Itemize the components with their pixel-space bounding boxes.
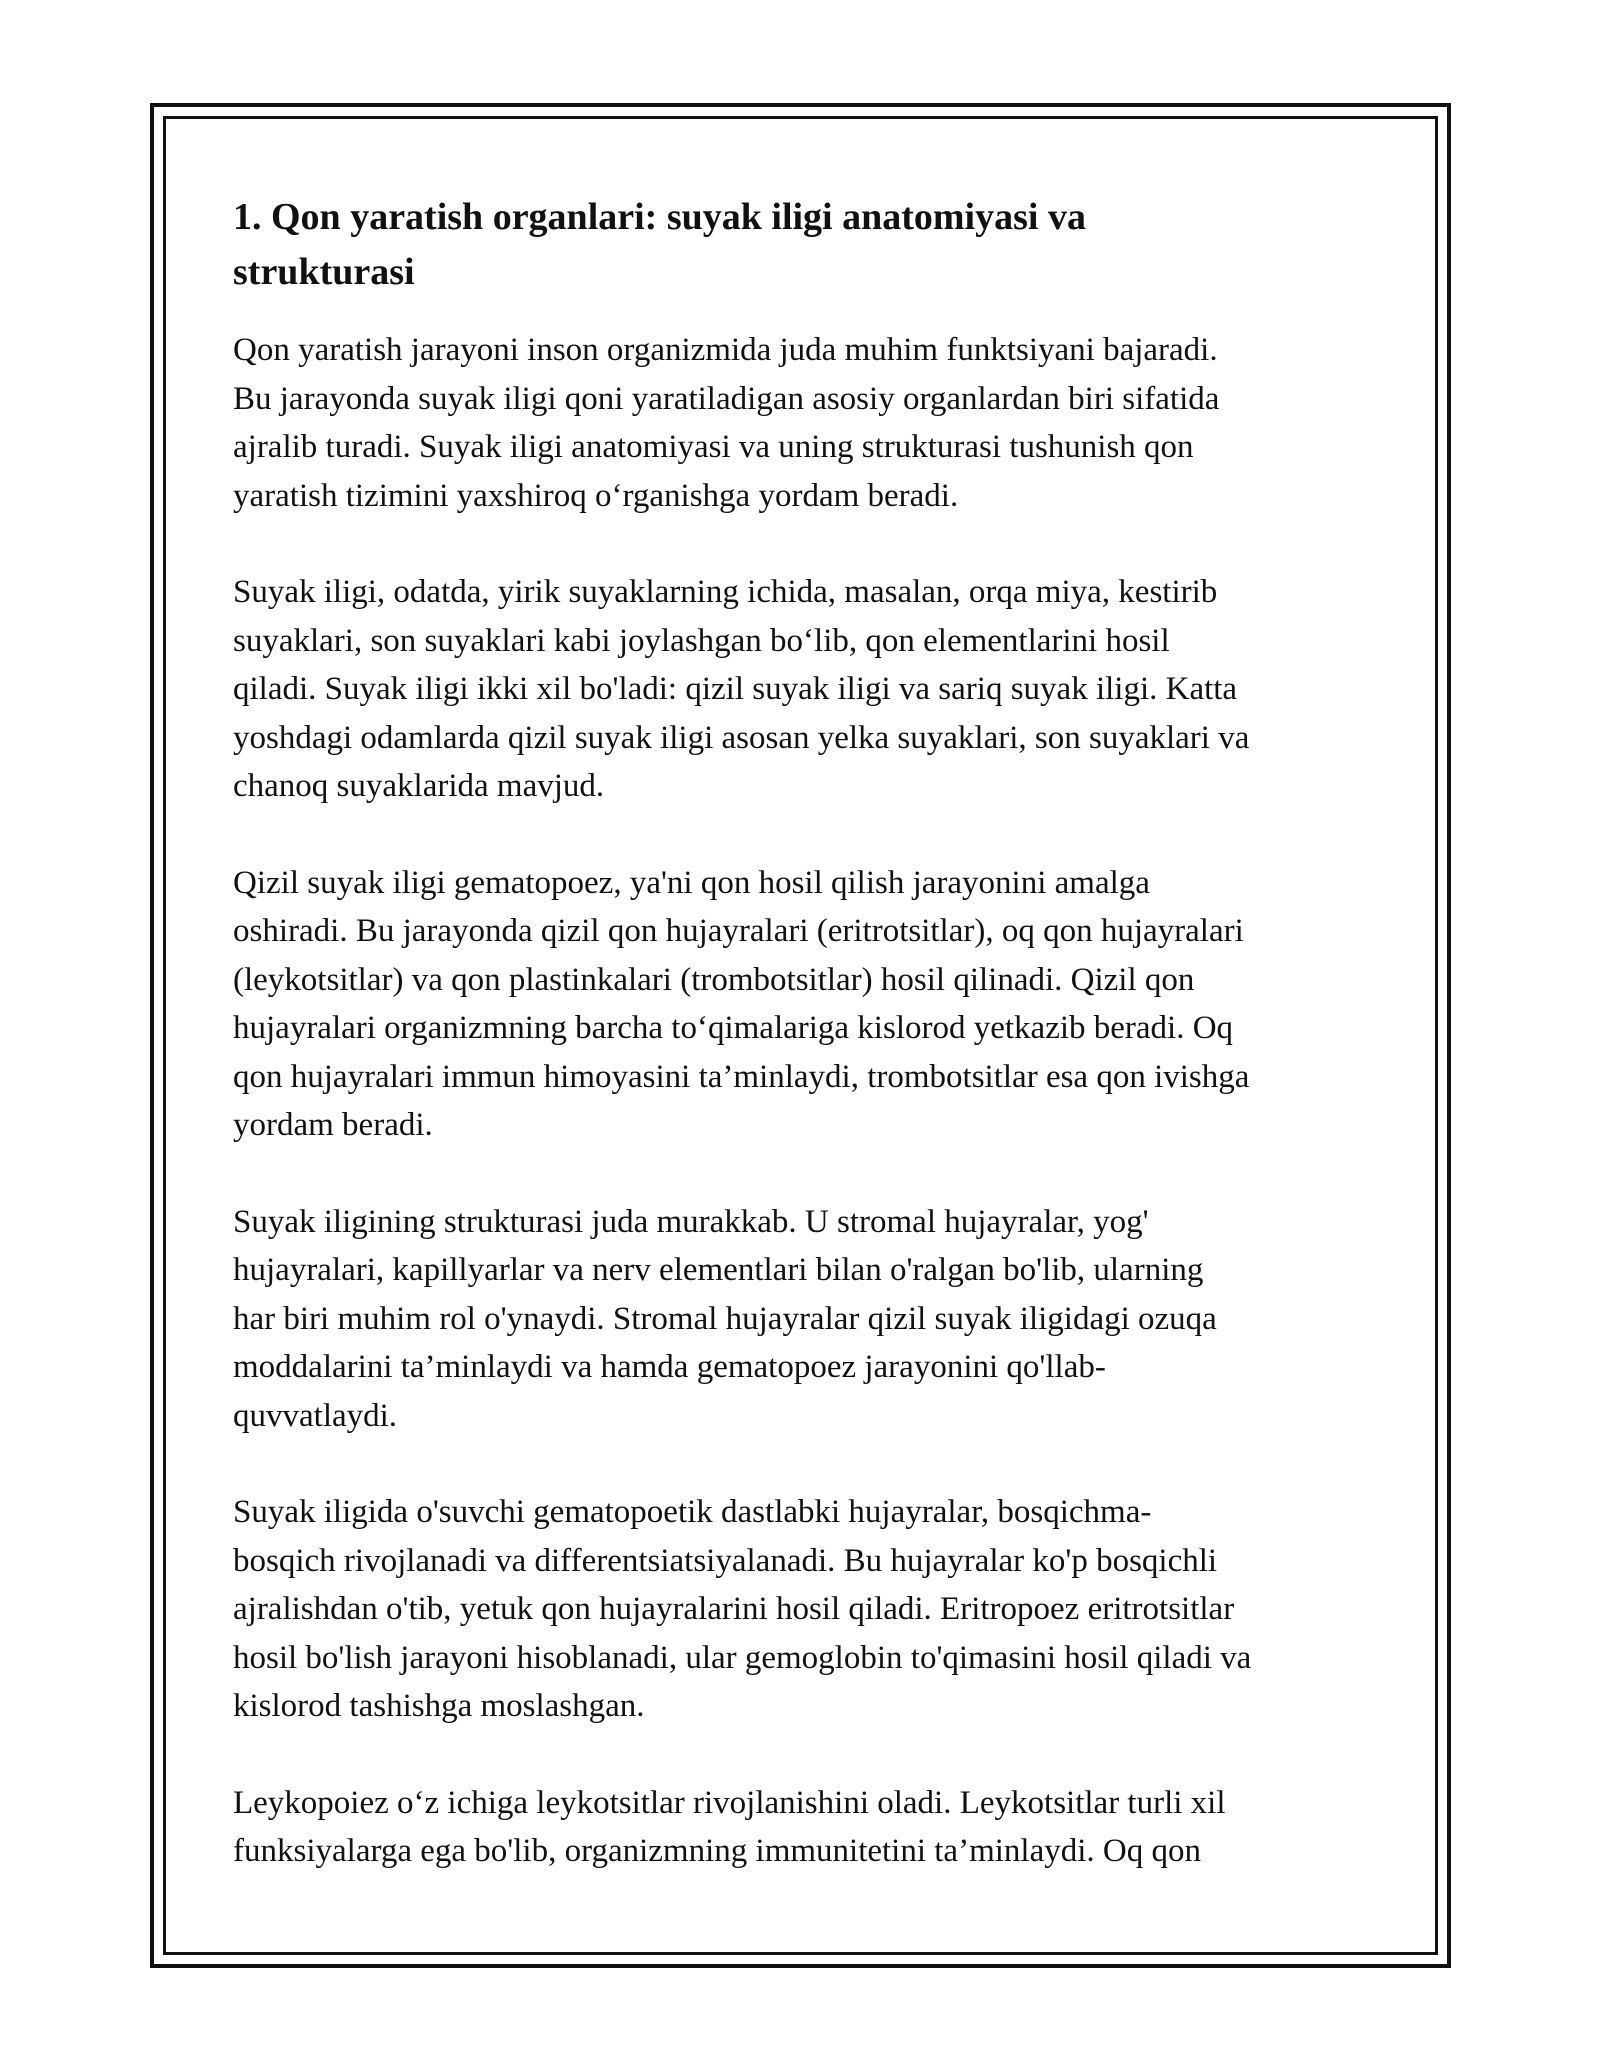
text-line: Qon yaratish jarayoni inson organizmida juda muhim funktsiyani bajaradi.	[233, 332, 1218, 368]
text-line: yordam beradi.	[233, 1107, 433, 1143]
text-line: hujayralari organizmning barcha to‘qimalariga kislorod yetkazib beradi. Oq	[233, 1010, 1234, 1046]
text-line: chanoq suyaklarida mavjud.	[233, 768, 605, 804]
paragraph-6	[233, 1779, 1383, 1876]
text-line: har biri muhim rol o'ynaydi. Stromal hujayralar qizil suyak iligidagi ozuqa	[233, 1300, 1217, 1337]
document-body	[233, 190, 1383, 1924]
text-line: qon hujayralari immun himoyasini ta’minlaydi, trombotsitlar esa qon ivishga	[233, 1058, 1250, 1095]
paragraph-4	[233, 1198, 1383, 1441]
text-line: Suyak iligida o'suvchi gematopoetik dastlabki hujayralar, bosqichma-	[233, 1494, 1152, 1530]
text-line: hosil bo'lish jarayoni hisoblanadi, ular gemoglobin to'qimasini hosil qiladi va	[233, 1639, 1252, 1676]
text-line: ajralishdan o'tib, yetuk qon hujayralarini hosil qiladi. Eritropoez eritrotsitlar	[233, 1591, 1235, 1627]
text-line: Bu jarayonda suyak iligi qoni yaratiladigan asosiy organlardan biri sifatida	[233, 380, 1220, 417]
text-line: funksiyalarga ega bo'lib, organizmning immunitetini ta’minlaydi. Oq qon	[233, 1833, 1201, 1869]
text-line: qiladi. Suyak iligi ikki xil bo'ladi: qizil suyak iligi va sariq suyak iligi. Katta	[233, 671, 1238, 707]
section-heading	[233, 190, 1243, 300]
text-line: ajralib turadi. Suyak iligi anatomiyasi va uning strukturasi tushunish qon	[233, 429, 1194, 465]
paragraph-3	[233, 859, 1383, 1150]
text-line: hujayralari, kapillyarlar va nerv elementlari bilan o'ralgan bo'lib, ularning	[233, 1252, 1204, 1288]
text-line: oshiradi. Bu jarayonda qizil qon hujayralari (eritrotsitlar), oq qon hujayralari	[233, 913, 1244, 949]
heading-line: 1. Qon yaratish organlari: suyak iligi anatomiyasi va	[233, 196, 1086, 238]
text-line: yaratish tizimini yaxshiroq o‘rganishga yordam beradi.	[233, 477, 959, 514]
paragraph-2	[233, 568, 1383, 811]
text-line: yoshdagi odamlarda qizil suyak iligi asosan yelka suyaklari, son suyaklari va	[233, 719, 1250, 756]
text-line: quvvatlaydi.	[233, 1397, 398, 1434]
text-line: Suyak iligi, odatda, yirik suyaklarning ichida, masalan, orqa miya, kestirib	[233, 574, 1218, 610]
text-line: suyaklari, son suyaklari kabi joylashgan bo‘lib, qon elementlarini hosil	[233, 622, 1170, 659]
text-line: Leykopoiez o‘z ichiga leykotsitlar rivojlanishini oladi. Leykotsitlar turli xil	[233, 1784, 1226, 1821]
paragraph-5	[233, 1488, 1383, 1731]
text-line: bosqich rivojlanadi va differentsiatsiyalanadi. Bu hujayralar ko'p bosqichli	[233, 1542, 1218, 1579]
text-line: Suyak iligining strukturasi juda murakkab. U stromal hujayralar, yog'	[233, 1203, 1149, 1240]
text-line: Qizil suyak iligi gematopoez, ya'ni qon hosil qilish jarayonini amalga	[233, 864, 1150, 901]
text-line: moddalarini ta’minlaydi va hamda gematopoez jarayonini qo'llab-	[233, 1349, 1106, 1385]
paragraph-1	[233, 326, 1383, 520]
text-line: (leykotsitlar) va qon plastinkalari (trombotsitlar) hosil qilinadi. Qizil qon	[233, 961, 1195, 998]
text-line: kislorod tashishga moslashgan.	[233, 1688, 645, 1724]
heading-line: strukturasi	[233, 251, 415, 293]
